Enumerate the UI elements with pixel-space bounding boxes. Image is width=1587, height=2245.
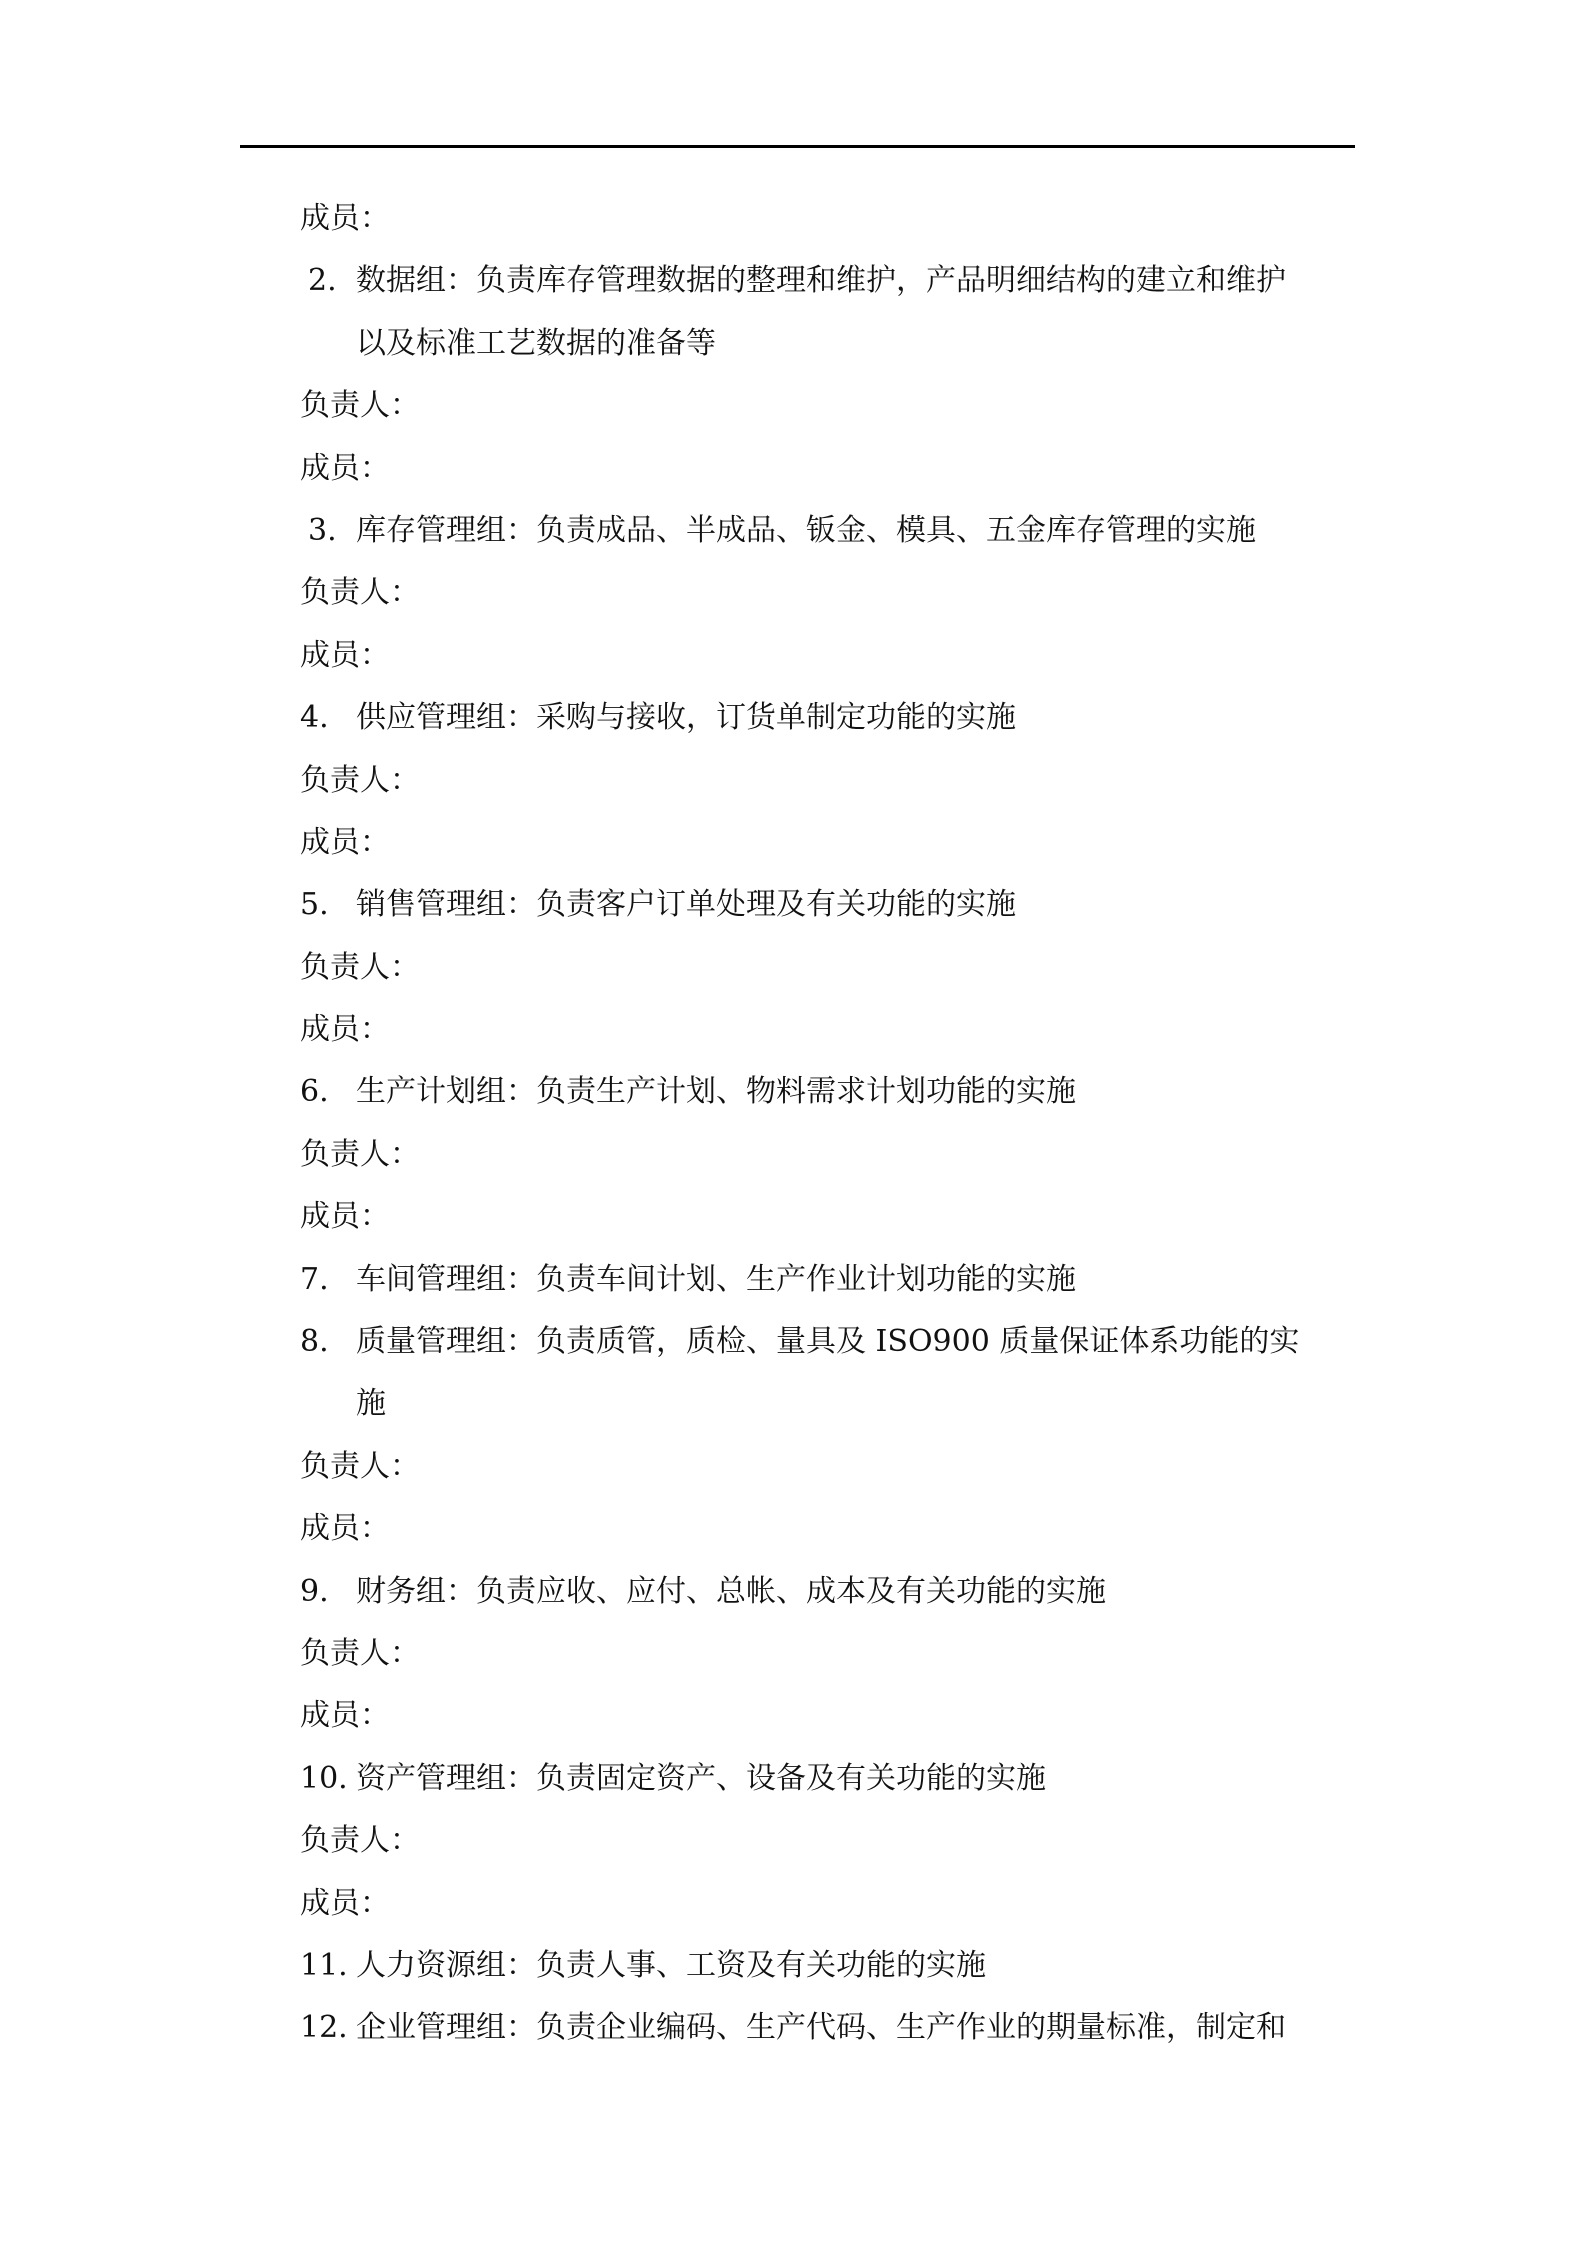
header-rule xyxy=(240,145,1355,148)
continuation-line xyxy=(300,1373,1360,1435)
list-item xyxy=(300,500,1360,562)
label-text: 成员： xyxy=(300,1012,390,1048)
list-item xyxy=(300,1935,1360,1997)
list-item xyxy=(300,250,1360,312)
item-number: 5. xyxy=(300,887,329,923)
item-number: 9. xyxy=(300,1573,329,1609)
item-number: 4. xyxy=(300,700,329,736)
item-number: 11. xyxy=(300,1947,348,1983)
list-item xyxy=(300,874,1360,936)
label-text: 成员： xyxy=(300,1511,390,1547)
item-text: 施 xyxy=(356,1386,386,1422)
item-number: 3. xyxy=(308,512,337,548)
item-number: 8. xyxy=(300,1324,329,1360)
label-text: 负责人： xyxy=(300,762,420,798)
label-line xyxy=(300,188,1360,250)
item-text: 人力资源组：负责人事、工资及有关功能的实施 xyxy=(356,1947,986,1983)
label-line xyxy=(300,1436,1360,1498)
label-line xyxy=(300,1124,1360,1186)
list-item xyxy=(300,1997,1360,2059)
label-text: 负责人： xyxy=(300,1136,420,1172)
item-text: 质量管理组：负责质管，质检、量具及 ISO900 质量保证体系功能的实 xyxy=(356,1324,1300,1360)
label-line xyxy=(300,750,1360,812)
list-item xyxy=(300,1561,1360,1623)
label-line xyxy=(300,1623,1360,1685)
item-number: 2. xyxy=(308,263,337,299)
continuation-line xyxy=(300,313,1360,375)
item-text: 车间管理组：负责车间计划、生产作业计划功能的实施 xyxy=(356,1261,1076,1297)
item-text: 库存管理组：负责成品、半成品、钣金、模具、五金库存管理的实施 xyxy=(356,512,1256,548)
item-text: 生产计划组：负责生产计划、物料需求计划功能的实施 xyxy=(356,1074,1076,1110)
label-line xyxy=(300,999,1360,1061)
list-item xyxy=(300,1311,1360,1373)
item-number: 7. xyxy=(300,1261,329,1297)
label-text: 负责人： xyxy=(300,575,420,611)
label-text: 成员： xyxy=(300,824,390,860)
label-text: 负责人： xyxy=(300,1823,420,1859)
label-line xyxy=(300,812,1360,874)
label-line xyxy=(300,625,1360,687)
label-line xyxy=(300,1685,1360,1747)
item-text: 销售管理组：负责客户订单处理及有关功能的实施 xyxy=(356,887,1016,923)
label-text: 负责人： xyxy=(300,1448,420,1484)
label-line xyxy=(300,438,1360,500)
label-line xyxy=(300,1498,1360,1560)
label-line xyxy=(300,375,1360,437)
list-item xyxy=(300,1748,1360,1810)
label-text: 负责人： xyxy=(300,388,420,424)
item-number: 12. xyxy=(300,2010,348,2046)
item-number: 6. xyxy=(300,1074,329,1110)
label-line xyxy=(300,937,1360,999)
list-item xyxy=(300,1249,1360,1311)
label-text: 负责人： xyxy=(300,949,420,985)
item-text: 以及标准工艺数据的准备等 xyxy=(356,325,716,361)
label-text: 成员： xyxy=(300,1885,390,1921)
label-line xyxy=(300,1186,1360,1248)
label-text: 成员： xyxy=(300,201,390,236)
label-text: 成员： xyxy=(300,637,390,673)
item-text: 财务组：负责应收、应付、总帐、成本及有关功能的实施 xyxy=(356,1573,1106,1609)
item-number: 10. xyxy=(300,1760,348,1796)
label-text: 负责人： xyxy=(300,1635,420,1671)
item-text: 供应管理组：采购与接收，订货单制定功能的实施 xyxy=(356,700,1016,736)
label-line xyxy=(300,1810,1360,1872)
label-text: 成员： xyxy=(300,450,390,486)
list-item xyxy=(300,687,1360,749)
label-text: 成员： xyxy=(300,1199,390,1235)
list-item xyxy=(300,1061,1360,1123)
item-text: 数据组：负责库存管理数据的整理和维护，产品明细结构的建立和维护 xyxy=(356,263,1286,299)
label-text: 成员： xyxy=(300,1698,390,1734)
label-line xyxy=(300,562,1360,624)
item-text: 企业管理组：负责企业编码、生产代码、生产作业的期量标准，制定和 xyxy=(356,2010,1286,2046)
document-body xyxy=(300,188,1360,2060)
label-line xyxy=(300,1873,1360,1935)
item-text: 资产管理组：负责固定资产、设备及有关功能的实施 xyxy=(356,1760,1046,1796)
